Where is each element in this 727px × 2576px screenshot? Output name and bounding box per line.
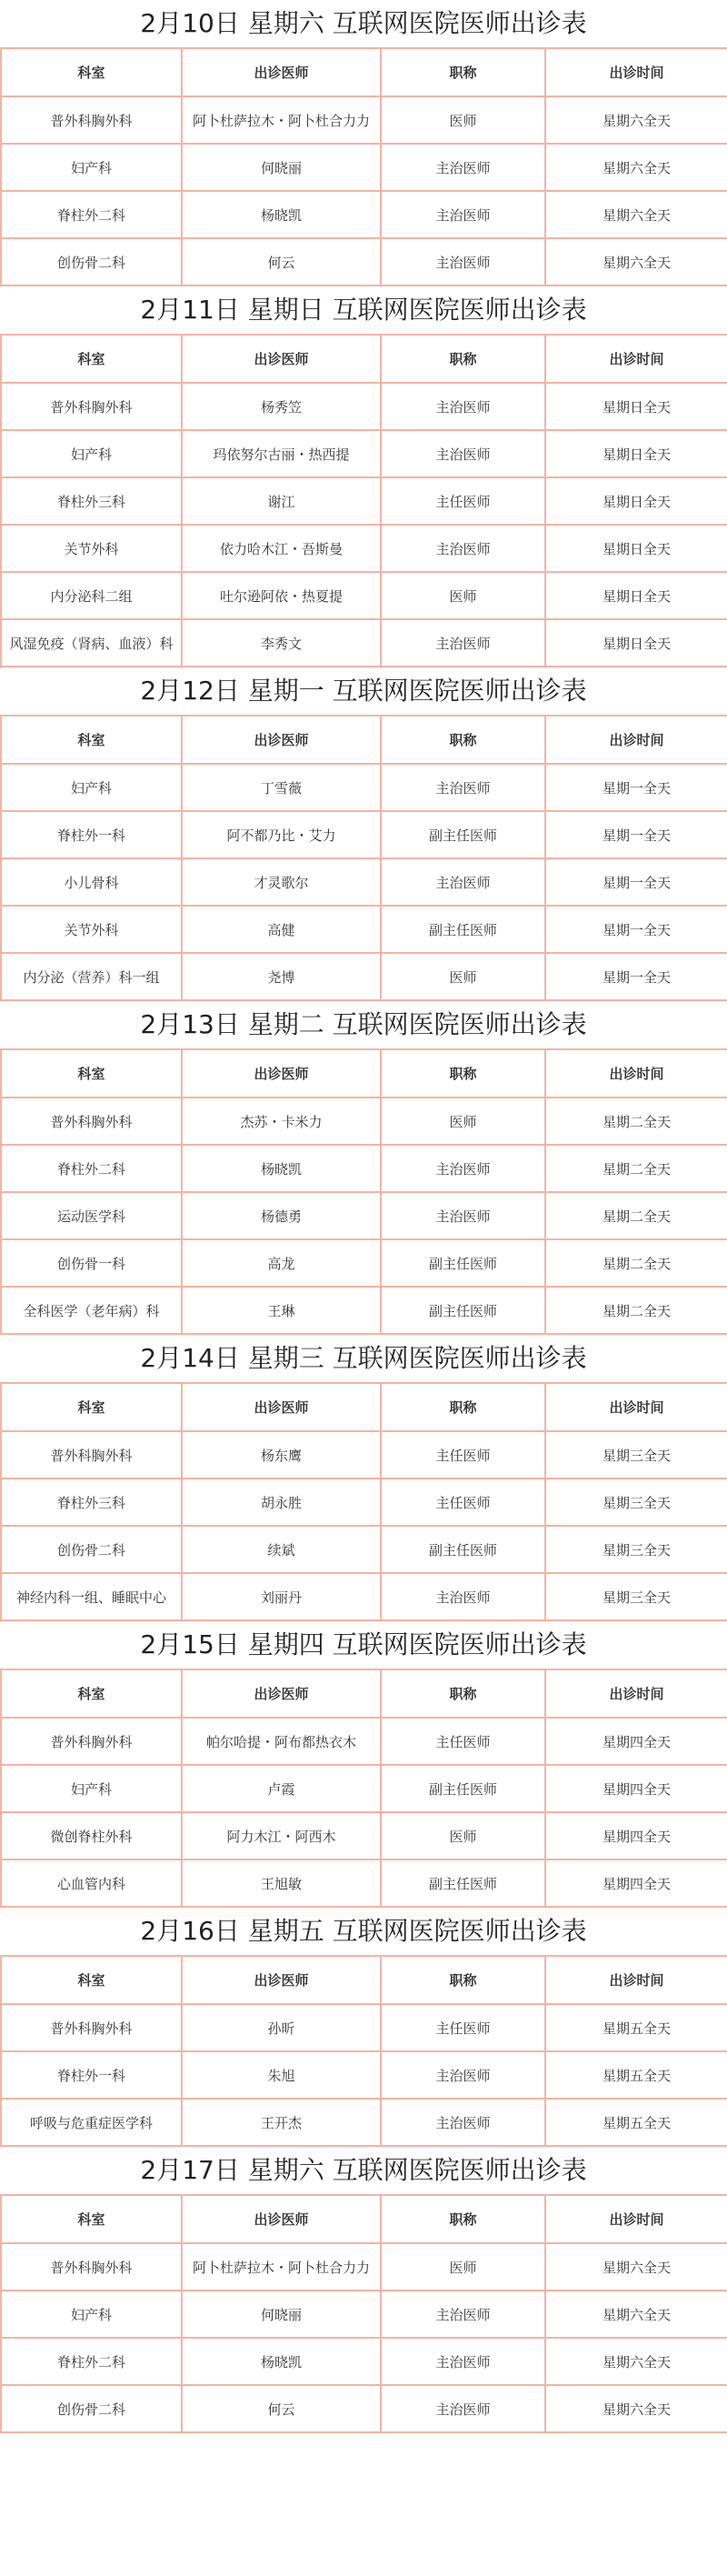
- cell-title: 主治医师: [381, 238, 545, 286]
- table-row: [1, 2338, 727, 2385]
- cell-title: 副主任医师: [381, 1765, 545, 1812]
- header-doctor: 出诊医师: [182, 2195, 381, 2243]
- cell-time: 星期三全天: [545, 1526, 727, 1573]
- table-row: [1, 2099, 727, 2146]
- cell-doctor: 何云: [182, 2385, 381, 2432]
- cell-doctor: 帕尔哈提・阿布都热衣木: [182, 1718, 381, 1765]
- cell-time: 星期四全天: [545, 1718, 727, 1765]
- cell-department: 关节外科: [1, 525, 182, 572]
- header-time: 出诊时间: [545, 48, 727, 96]
- table-row: [1, 2051, 727, 2099]
- schedule-table: [0, 1669, 727, 1908]
- table-row: [1, 477, 727, 525]
- cell-doctor: 卢霞: [182, 1765, 381, 1812]
- cell-department: 内分泌科二组: [1, 572, 182, 619]
- cell-title: 主治医师: [381, 764, 545, 811]
- section-title: 2月15日 星期四 互联网医院医师出诊表: [0, 1621, 727, 1669]
- cell-doctor: 孙昕: [182, 2004, 381, 2051]
- table-row: [1, 764, 727, 811]
- cell-title: 主治医师: [381, 2051, 545, 2099]
- header-time: 出诊时间: [545, 1383, 727, 1431]
- cell-time: 星期日全天: [545, 619, 727, 667]
- cell-time: 星期二全天: [545, 1192, 727, 1239]
- cell-department: 妇产科: [1, 430, 182, 477]
- cell-title: 医师: [381, 1098, 545, 1145]
- cell-title: 副主任医师: [381, 906, 545, 953]
- table-header-row: [1, 1383, 727, 1431]
- schedule-table: [0, 47, 727, 286]
- cell-department: 呼吸与危重症医学科: [1, 2099, 182, 2146]
- cell-doctor: 朱旭: [182, 2051, 381, 2099]
- table-row: [1, 1098, 727, 1145]
- cell-department: 普外科胸外科: [1, 1718, 182, 1765]
- cell-department: 神经内科一组、睡眠中心: [1, 1573, 182, 1620]
- header-department: 科室: [1, 1049, 182, 1098]
- cell-time: 星期日全天: [545, 430, 727, 477]
- header-doctor: 出诊医师: [182, 335, 381, 383]
- cell-department: 妇产科: [1, 1765, 182, 1812]
- cell-time: 星期六全天: [545, 96, 727, 144]
- table-row: [1, 96, 727, 144]
- header-time: 出诊时间: [545, 1049, 727, 1098]
- cell-title: 主治医师: [381, 383, 545, 430]
- cell-time: 星期日全天: [545, 383, 727, 430]
- cell-time: 星期五全天: [545, 2099, 727, 2146]
- table-row: [1, 811, 727, 858]
- header-department: 科室: [1, 1383, 182, 1431]
- section-title: 2月12日 星期一 互联网医院医师出诊表: [0, 667, 727, 715]
- table-row: [1, 1145, 727, 1192]
- header-department: 科室: [1, 335, 182, 383]
- cell-doctor: 尧博: [182, 953, 381, 1000]
- cell-department: 心血管内科: [1, 1859, 182, 1907]
- cell-time: 星期四全天: [545, 1812, 727, 1859]
- cell-doctor: 杨秀笠: [182, 383, 381, 430]
- section-title: 2月13日 星期二 互联网医院医师出诊表: [0, 1001, 727, 1048]
- cell-doctor: 刘丽丹: [182, 1573, 381, 1620]
- header-doctor: 出诊医师: [182, 1383, 381, 1431]
- cell-doctor: 杨东鹰: [182, 1431, 381, 1478]
- table-row: [1, 1526, 727, 1573]
- cell-doctor: 阿卜杜萨拉木・阿卜杜合力力: [182, 96, 381, 144]
- header-doctor: 出诊医师: [182, 1956, 381, 2004]
- cell-time: 星期五全天: [545, 2004, 727, 2051]
- cell-doctor: 阿力木江・阿西木: [182, 1812, 381, 1859]
- header-title: 职称: [381, 716, 545, 764]
- cell-time: 星期二全天: [545, 1145, 727, 1192]
- cell-time: 星期日全天: [545, 572, 727, 619]
- table-row: [1, 1431, 727, 1478]
- cell-title: 主治医师: [381, 191, 545, 238]
- cell-department: 脊柱外二科: [1, 1145, 182, 1192]
- schedule-table: [0, 334, 727, 667]
- cell-doctor: 玛依努尔古丽・热西提: [182, 430, 381, 477]
- table-row: [1, 238, 727, 286]
- cell-doctor: 杨晓凯: [182, 2338, 381, 2385]
- table-row: [1, 191, 727, 238]
- header-time: 出诊时间: [545, 1956, 727, 2004]
- header-doctor: 出诊医师: [182, 716, 381, 764]
- header-doctor: 出诊医师: [182, 1669, 381, 1718]
- header-title: 职称: [381, 1669, 545, 1718]
- cell-time: 星期六全天: [545, 2385, 727, 2432]
- cell-doctor: 何云: [182, 238, 381, 286]
- cell-department: 创伤骨二科: [1, 1526, 182, 1573]
- cell-doctor: 王琳: [182, 1287, 381, 1334]
- cell-doctor: 胡永胜: [182, 1478, 381, 1526]
- cell-department: 风湿免疫（肾病、血液）科: [1, 619, 182, 667]
- cell-department: 脊柱外一科: [1, 811, 182, 858]
- cell-time: 星期六全天: [545, 238, 727, 286]
- header-department: 科室: [1, 2195, 182, 2243]
- cell-time: 星期一全天: [545, 953, 727, 1000]
- cell-title: 副主任医师: [381, 1859, 545, 1907]
- cell-department: 脊柱外二科: [1, 191, 182, 238]
- schedule-table: [0, 715, 727, 1001]
- table-row: [1, 906, 727, 953]
- header-title: 职称: [381, 1956, 545, 2004]
- cell-title: 主治医师: [381, 2099, 545, 2146]
- cell-doctor: 杨德勇: [182, 1192, 381, 1239]
- cell-doctor: 依力哈木江・吾斯曼: [182, 525, 381, 572]
- table-row: [1, 2385, 727, 2432]
- table-header-row: [1, 1049, 727, 1098]
- cell-time: 星期三全天: [545, 1478, 727, 1526]
- cell-department: 创伤骨二科: [1, 2385, 182, 2432]
- cell-title: 副主任医师: [381, 811, 545, 858]
- cell-time: 星期四全天: [545, 1859, 727, 1907]
- cell-title: 主治医师: [381, 858, 545, 906]
- cell-time: 星期日全天: [545, 525, 727, 572]
- cell-doctor: 丁雪薇: [182, 764, 381, 811]
- header-time: 出诊时间: [545, 1669, 727, 1718]
- table-row: [1, 1239, 727, 1287]
- cell-time: 星期三全天: [545, 1431, 727, 1478]
- cell-doctor: 何晓丽: [182, 144, 381, 191]
- cell-department: 微创脊柱外科: [1, 1812, 182, 1859]
- cell-time: 星期六全天: [545, 191, 727, 238]
- table-header-row: [1, 48, 727, 96]
- cell-doctor: 杨晓凯: [182, 1145, 381, 1192]
- cell-department: 小儿骨科: [1, 858, 182, 906]
- table-row: [1, 1765, 727, 1812]
- cell-doctor: 王开杰: [182, 2099, 381, 2146]
- table-row: [1, 383, 727, 430]
- cell-doctor: 阿不都乃比・艾力: [182, 811, 381, 858]
- cell-title: 主治医师: [381, 1145, 545, 1192]
- table-row: [1, 858, 727, 906]
- table-header-row: [1, 2195, 727, 2243]
- cell-time: 星期二全天: [545, 1287, 727, 1334]
- cell-department: 全科医学（老年病）科: [1, 1287, 182, 1334]
- cell-title: 主治医师: [381, 619, 545, 667]
- cell-department: 创伤骨二科: [1, 238, 182, 286]
- table-row: [1, 1812, 727, 1859]
- table-row: [1, 144, 727, 191]
- section-title: 2月14日 星期三 互联网医院医师出诊表: [0, 1335, 727, 1382]
- cell-title: 主治医师: [381, 430, 545, 477]
- cell-department: 脊柱外三科: [1, 477, 182, 525]
- cell-time: 星期二全天: [545, 1098, 727, 1145]
- cell-title: 医师: [381, 953, 545, 1000]
- cell-time: 星期一全天: [545, 764, 727, 811]
- header-department: 科室: [1, 48, 182, 96]
- header-doctor: 出诊医师: [182, 48, 381, 96]
- cell-title: 主治医师: [381, 1573, 545, 1620]
- header-time: 出诊时间: [545, 2195, 727, 2243]
- cell-department: 关节外科: [1, 906, 182, 953]
- cell-time: 星期五全天: [545, 2051, 727, 2099]
- cell-time: 星期三全天: [545, 1573, 727, 1620]
- table-row: [1, 1287, 727, 1334]
- cell-department: 普外科胸外科: [1, 383, 182, 430]
- cell-title: 副主任医师: [381, 1526, 545, 1573]
- cell-title: 主任医师: [381, 1718, 545, 1765]
- header-time: 出诊时间: [545, 716, 727, 764]
- cell-title: 医师: [381, 572, 545, 619]
- cell-doctor: 才灵歌尔: [182, 858, 381, 906]
- table-row: [1, 1573, 727, 1620]
- cell-department: 创伤骨一科: [1, 1239, 182, 1287]
- section-title: 2月17日 星期六 互联网医院医师出诊表: [0, 2147, 727, 2194]
- cell-time: 星期一全天: [545, 811, 727, 858]
- cell-doctor: 杰苏・卡米力: [182, 1098, 381, 1145]
- table-row: [1, 953, 727, 1000]
- cell-department: 脊柱外二科: [1, 2338, 182, 2385]
- cell-department: 普外科胸外科: [1, 2004, 182, 2051]
- cell-title: 副主任医师: [381, 1239, 545, 1287]
- schedule-table: [0, 2194, 727, 2433]
- cell-department: 妇产科: [1, 764, 182, 811]
- cell-department: 妇产科: [1, 144, 182, 191]
- header-title: 职称: [381, 335, 545, 383]
- cell-doctor: 王旭敏: [182, 1859, 381, 1907]
- header-title: 职称: [381, 2195, 545, 2243]
- section-title: 2月11日 星期日 互联网医院医师出诊表: [0, 286, 727, 334]
- cell-title: 副主任医师: [381, 1287, 545, 1334]
- table-header-row: [1, 335, 727, 383]
- table-header-row: [1, 716, 727, 764]
- cell-title: 医师: [381, 1812, 545, 1859]
- table-row: [1, 1859, 727, 1907]
- cell-doctor: 吐尔逊阿依・热夏提: [182, 572, 381, 619]
- cell-department: 脊柱外一科: [1, 2051, 182, 2099]
- table-row: [1, 1478, 727, 1526]
- cell-doctor: 续斌: [182, 1526, 381, 1573]
- cell-department: 普外科胸外科: [1, 2243, 182, 2290]
- cell-title: 医师: [381, 2243, 545, 2290]
- cell-title: 主任医师: [381, 1431, 545, 1478]
- header-time: 出诊时间: [545, 335, 727, 383]
- section-title: 2月10日 星期六 互联网医院医师出诊表: [0, 0, 727, 47]
- cell-doctor: 高健: [182, 906, 381, 953]
- schedule-table: [0, 1048, 727, 1335]
- cell-time: 星期四全天: [545, 1765, 727, 1812]
- header-department: 科室: [1, 716, 182, 764]
- cell-title: 主治医师: [381, 1192, 545, 1239]
- header-department: 科室: [1, 1956, 182, 2004]
- cell-department: 普外科胸外科: [1, 1098, 182, 1145]
- cell-time: 星期六全天: [545, 2243, 727, 2290]
- cell-department: 普外科胸外科: [1, 1431, 182, 1478]
- cell-department: 妇产科: [1, 2290, 182, 2338]
- cell-title: 主治医师: [381, 2290, 545, 2338]
- cell-time: 星期六全天: [545, 144, 727, 191]
- cell-title: 主治医师: [381, 2385, 545, 2432]
- table-row: [1, 2243, 727, 2290]
- table-row: [1, 572, 727, 619]
- header-title: 职称: [381, 1049, 545, 1098]
- cell-title: 主任医师: [381, 477, 545, 525]
- cell-doctor: 阿卜杜萨拉木・阿卜杜合力力: [182, 2243, 381, 2290]
- table-row: [1, 1718, 727, 1765]
- cell-doctor: 谢江: [182, 477, 381, 525]
- schedule-table: [0, 1955, 727, 2147]
- table-header-row: [1, 1669, 727, 1718]
- cell-time: 星期六全天: [545, 2338, 727, 2385]
- header-title: 职称: [381, 48, 545, 96]
- table-row: [1, 1192, 727, 1239]
- cell-time: 星期一全天: [545, 906, 727, 953]
- schedule-table: [0, 1382, 727, 1621]
- cell-title: 主任医师: [381, 2004, 545, 2051]
- cell-title: 主任医师: [381, 1478, 545, 1526]
- header-department: 科室: [1, 1669, 182, 1718]
- cell-department: 运动医学科: [1, 1192, 182, 1239]
- cell-department: 普外科胸外科: [1, 96, 182, 144]
- table-row: [1, 525, 727, 572]
- cell-time: 星期日全天: [545, 477, 727, 525]
- cell-department: 内分泌（营养）科一组: [1, 953, 182, 1000]
- cell-doctor: 高龙: [182, 1239, 381, 1287]
- cell-doctor: 杨晓凯: [182, 191, 381, 238]
- cell-time: 星期六全天: [545, 2290, 727, 2338]
- section-title: 2月16日 星期五 互联网医院医师出诊表: [0, 1908, 727, 1955]
- table-row: [1, 2290, 727, 2338]
- table-row: [1, 2004, 727, 2051]
- cell-title: 主治医师: [381, 525, 545, 572]
- cell-title: 主治医师: [381, 2338, 545, 2385]
- header-doctor: 出诊医师: [182, 1049, 381, 1098]
- cell-title: 主治医师: [381, 144, 545, 191]
- cell-title: 医师: [381, 96, 545, 144]
- cell-doctor: 何晓丽: [182, 2290, 381, 2338]
- table-header-row: [1, 1956, 727, 2004]
- header-title: 职称: [381, 1383, 545, 1431]
- cell-department: 脊柱外三科: [1, 1478, 182, 1526]
- cell-time: 星期二全天: [545, 1239, 727, 1287]
- table-row: [1, 619, 727, 667]
- cell-time: 星期一全天: [545, 858, 727, 906]
- table-row: [1, 430, 727, 477]
- cell-doctor: 李秀文: [182, 619, 381, 667]
